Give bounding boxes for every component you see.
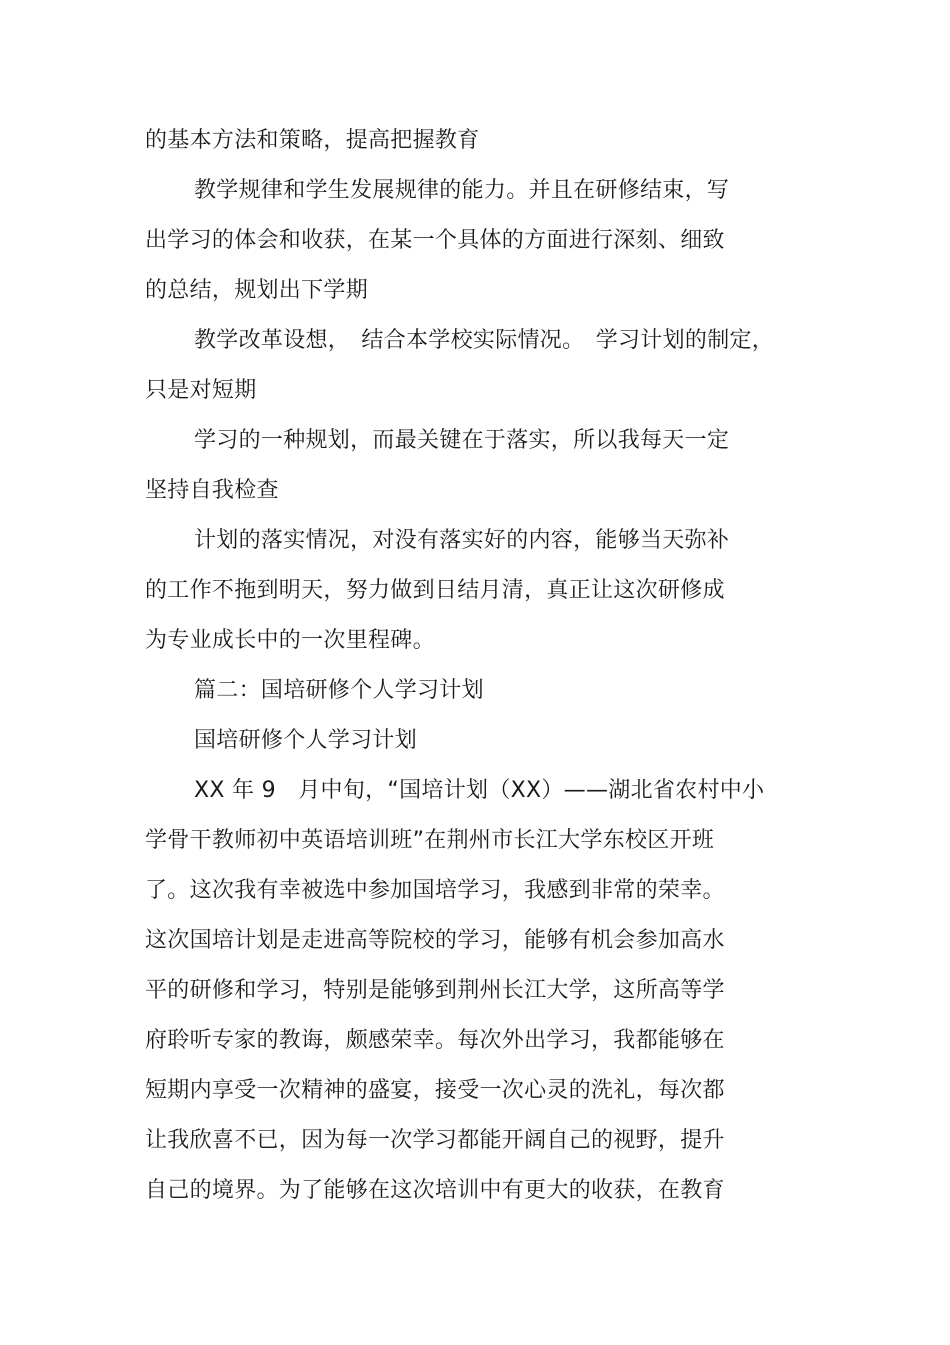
text-line: 短期内享受一次精神的盛宴，接受一次心灵的洗礼，每次都 bbox=[145, 1078, 725, 1103]
section-title: 国培研修个人学习计划 bbox=[194, 728, 418, 753]
text-line: 坚持自我检查 bbox=[145, 478, 279, 503]
text-line: 府聆听专家的教诲，颇感荣幸。每次外出学习，我都能够在 bbox=[145, 1028, 725, 1053]
text-line: 这次国培计划是走进高等院校的学习，能够有机会参加高水 bbox=[145, 928, 725, 953]
text-line: 自己的境界。为了能够在这次培训中有更大的收获，在教育 bbox=[145, 1178, 725, 1203]
text-line: 只是对短期 bbox=[145, 378, 257, 403]
text-line: 了。这次我有幸被选中参加国培学习，我感到非常的荣幸。 bbox=[145, 878, 725, 903]
text-line: 让我欣喜不已，因为每一次学习都能开阔自己的视野，提升 bbox=[145, 1128, 725, 1153]
text-line: 学习的一种规划，而最关键在于落实，所以我每天一定 bbox=[194, 428, 730, 453]
text-line: 平的研修和学习，特别是能够到荆州长江大学，这所高等学 bbox=[145, 978, 725, 1003]
text-line: 出学习的体会和收获，在某一个具体的方面进行深刻、细致 bbox=[145, 228, 725, 253]
text-line: 计划的落实情况，对没有落实好的内容，能够当天弥补 bbox=[194, 528, 730, 553]
text-line: 教学规律和学生发展规律的能力。并且在研修结束，写 bbox=[194, 178, 730, 203]
text-line: 学骨干教师初中英语培训班”在荆州市长江大学东校区开班 bbox=[145, 828, 715, 853]
text-line: 为专业成长中的一次里程碑。 bbox=[145, 628, 435, 653]
text-line: 的基本方法和策略，提高把握教育 bbox=[145, 128, 480, 153]
text-line: 的工作不拖到明天，努力做到日结月清，真正让这次研修成 bbox=[145, 578, 725, 603]
text-line: XX 年 9 月中旬，“国培计划（XX）——湖北省农村中小 bbox=[194, 778, 765, 803]
section-heading: 篇二：国培研修个人学习计划 bbox=[194, 678, 484, 703]
text-line: 教学改革设想， 结合本学校实际情况。 学习计划的制定， bbox=[194, 328, 775, 353]
text-line: 的总结，规划出下学期 bbox=[145, 278, 369, 303]
